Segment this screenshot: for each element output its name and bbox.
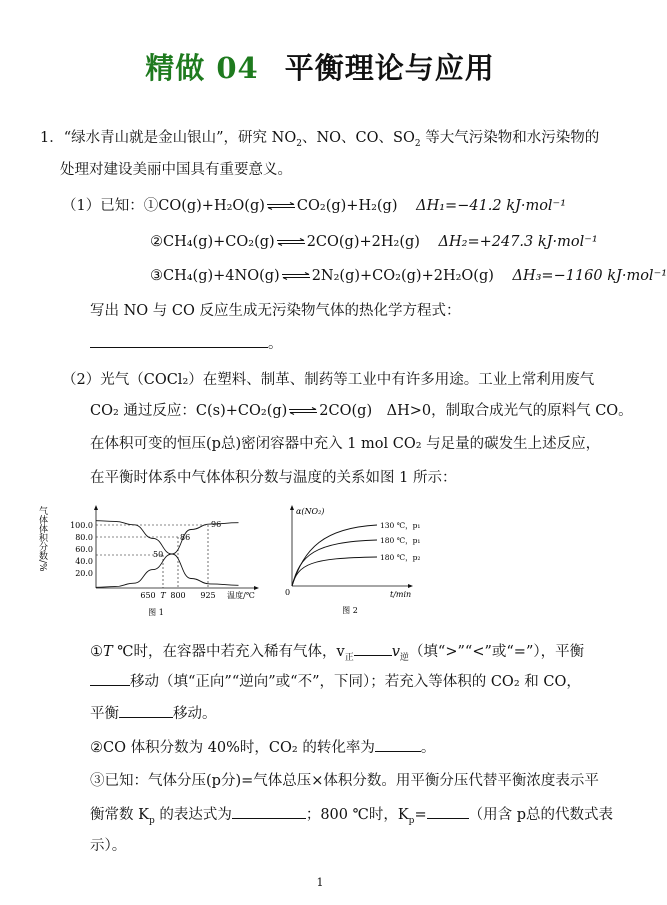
figure-2-chart — [282, 500, 442, 625]
title-topic: 平衡理论与应用 — [284, 51, 495, 85]
p1-answer-line[interactable]: 。 — [90, 333, 283, 354]
fig2-curve-label: 180 ℃，p₁ — [380, 536, 421, 545]
q1-intro-line2: 处理对建设美丽中国具有重要意义。 — [60, 162, 292, 178]
fig2-ylabel: α(NO₂) — [296, 507, 325, 516]
fig2-caption: 图 2 — [342, 606, 358, 615]
p2-line2: CO₂ 通过反应：C(s)+CO₂(g) 2CO(g) ΔH>0，制取合成光气的原料气 CO。 — [90, 403, 633, 419]
blank-conversion[interactable] — [375, 737, 421, 752]
sub1-line1: ①T ℃时，在容器中若充入稀有气体，$v_正$ $v_逆$（填“>”“<”或“=”），平衡 — [90, 641, 584, 662]
sub3-line2: 衡常数 $K_p$ 的表达式为 ；800 ℃时，$K_p=$ （用含 p总的代数式表 — [90, 804, 613, 825]
fig2-origin: 0 — [285, 588, 291, 597]
blank-shift-1[interactable] — [90, 671, 130, 686]
sub2-line: ②CO 体积分数为 40%时，CO₂ 的转化率为 。 — [90, 737, 435, 758]
fig1-xlabel: 温度/℃ — [227, 591, 255, 600]
equilibrium-arrow-icon — [281, 272, 311, 280]
reaction-3: ③CH₄(g)+4NO(g) 2N₂(g)+CO₂(g)+2H₂O(g) ΔH₃=−1160 kJ·mol⁻¹ — [150, 268, 667, 284]
blank-shift-2[interactable] — [119, 703, 173, 718]
fig1-ytick: 60.0 — [75, 545, 93, 554]
fig2-curve-180-p1 — [292, 540, 377, 586]
fig1-xtick: 800 — [170, 591, 186, 600]
sub3-line1: ③已知：气体分压(p分)=气体总压×体积分数。用平衡分压代替平衡浓度表示平 — [90, 773, 599, 789]
sub3-line3: 示）。 — [90, 838, 127, 854]
fig1-label-50: 50 — [153, 550, 164, 559]
p2-line4: 在平衡时体系中气体体积分数与温度的关系如图 1 所示： — [90, 470, 457, 486]
figure-1-chart — [36, 500, 276, 625]
blank-kp-expression[interactable] — [232, 804, 306, 819]
sub1-line3: 平衡 移动。 — [90, 703, 217, 724]
fig1-xtick: T — [160, 591, 166, 600]
fig1-label-86: 86 — [180, 533, 191, 542]
fig1-ytick: 80.0 — [75, 533, 93, 542]
fig1-caption: 图 1 — [148, 608, 164, 617]
fig1-xtick: 650 — [140, 591, 156, 600]
p1-question: 写出 NO 与 CO 反应生成无污染物气体的热化学方程式： — [90, 303, 461, 319]
fig1-ytick: 20.0 — [75, 569, 93, 578]
fig1-series-line-1 — [96, 521, 239, 586]
p2-line3: 在体积可变的恒压(p总)密闭容器中充入 1 mol CO₂ 与足量的碳发生上述反应， — [90, 436, 601, 452]
fig1-ytick: 40.0 — [75, 557, 93, 566]
blank-v-compare[interactable] — [354, 641, 392, 656]
fig1-ylabel: 气体体积分数/% — [37, 506, 47, 572]
fig2-curve-130-p1 — [292, 525, 377, 586]
fig1-ytick: 100.0 — [70, 521, 93, 530]
reaction-1: （1）已知：①CO(g)+H₂O(g) CO₂(g)+H₂(g) ΔH₁=−41.2 kJ·mol⁻¹ — [62, 198, 567, 214]
sub1-line2: 移动（填“正向”“逆向”或“不”，下同）；若充入等体积的 CO₂ 和 CO， — [90, 671, 581, 692]
fig2-xlabel: t/min — [390, 590, 412, 599]
q1-intro-line1: 1．“绿水青山就是金山银山”，研究 $NO_2$、NO、CO、$SO_2$ 等大气污染物和水污染物的 — [40, 130, 600, 149]
fig2-curve-label: 180 ℃，p₂ — [380, 553, 421, 562]
fig2-curve-label: 130 ℃，p₁ — [380, 521, 421, 530]
page-number: 1 — [316, 876, 324, 889]
fig1-xtick: 925 — [200, 591, 216, 600]
fig1-label-96: 96 — [211, 520, 222, 529]
blank-kp-value[interactable] — [427, 804, 469, 819]
reaction-2: ②CH₄(g)+CO₂(g) 2CO(g)+2H₂(g) ΔH₂=+247.3 kJ·mol⁻¹ — [150, 234, 598, 250]
equilibrium-arrow-icon — [266, 202, 296, 210]
fig2-curve-180-p2 — [292, 557, 377, 586]
p2-line1: （2）光气（COCl₂）在塑料、制革、制药等工业中有许多用途。工业上常利用废气 — [62, 372, 595, 388]
equilibrium-arrow-icon — [288, 407, 318, 415]
page-title — [0, 46, 640, 87]
equilibrium-arrow-icon — [276, 238, 306, 246]
title-number: 精做 04 — [145, 51, 259, 85]
